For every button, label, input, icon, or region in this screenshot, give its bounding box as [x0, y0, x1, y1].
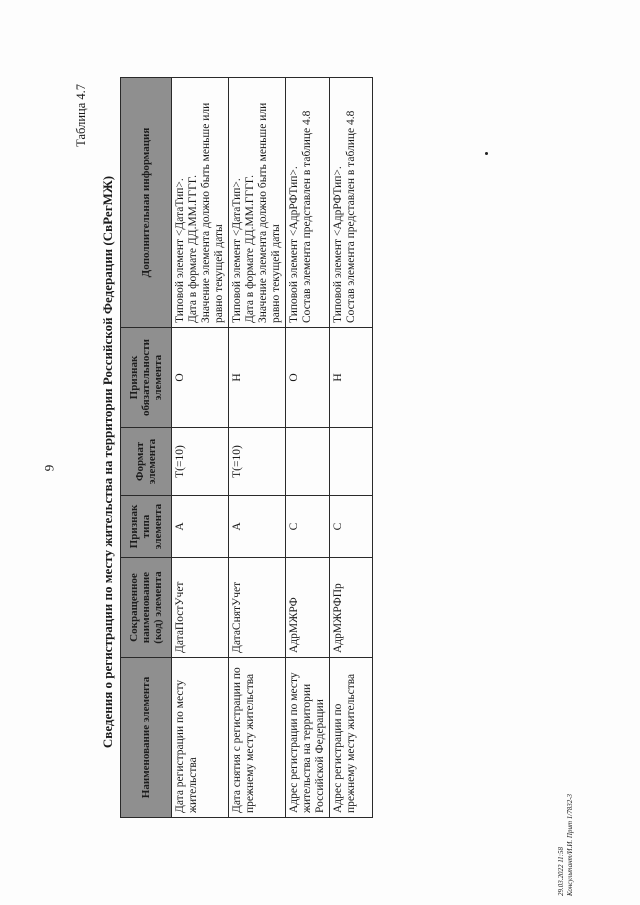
header-required: Признак обязательности элемента	[121, 328, 172, 428]
header-code: Сокращенное наименование (код) элемента	[121, 558, 172, 658]
info-line: Значение элемента должно быть меньше или равно текущей даты	[257, 102, 282, 323]
table-title: Сведения о регистрации по месту жительства на территории Российской Федерации (СвРегМЖ)	[100, 175, 115, 749]
cell-type: А	[172, 496, 229, 558]
cell-type: С	[286, 496, 330, 558]
table-caption: Таблица 4.7	[74, 84, 88, 147]
cell-format: Т(=10)	[229, 428, 286, 496]
page-number: 9	[41, 464, 57, 472]
info-line: Типовой элемент <АдрРФТип>.	[288, 166, 300, 323]
table-row	[172, 78, 229, 818]
table-row	[286, 78, 330, 818]
info-line: Типовой элемент <АдрРФТип>.	[332, 166, 344, 323]
rotated-table-block	[60, 62, 580, 862]
header-format: Формат элемента	[121, 428, 172, 496]
info-line: Типовой элемент <ДатаТип>.	[231, 178, 243, 323]
cell-type: С	[330, 496, 373, 558]
info-line: Дата в формате ДД.ММ.ГГГГ.	[187, 175, 199, 323]
info-line: Состав элемента представлен в таблице 4.8	[345, 110, 357, 323]
header-name: Наименование элемента	[121, 658, 172, 818]
cell-format: Т(=10)	[172, 428, 229, 496]
info-line: Типовой элемент <ДатаТип>.	[174, 178, 186, 323]
table-row	[229, 78, 286, 818]
footer-stamp	[557, 794, 575, 896]
registration-table	[120, 77, 373, 818]
cell-info	[286, 78, 330, 328]
cell-code: АдрМЖРФПр	[330, 558, 373, 658]
table-header-row	[121, 78, 172, 818]
header-info: Дополнительная информация	[121, 78, 172, 328]
info-line: Значение элемента должно быть меньше или равно текущей даты	[200, 102, 225, 323]
info-line: Дата в формате ДД.ММ.ГГГГ.	[244, 175, 256, 323]
cell-required: Н	[229, 328, 286, 428]
cell-type: А	[229, 496, 286, 558]
cell-name: Адрес регистрации по месту жительства на территории Российской Федерации	[286, 658, 330, 818]
cell-code: ДатаПостУчет	[172, 558, 229, 658]
cell-code: ДатаСнятУчет	[229, 558, 286, 658]
cell-format	[286, 428, 330, 496]
cell-required: О	[286, 328, 330, 428]
cell-code: АдрМЖРФ	[286, 558, 330, 658]
cell-required: О	[172, 328, 229, 428]
table-row	[330, 78, 373, 818]
cell-info	[229, 78, 286, 328]
cell-name: Дата снятия с регистрации по прежнему месту жительства	[229, 658, 286, 818]
footer-date: 29.03.2022 11:58	[557, 846, 565, 897]
info-line: Состав элемента представлен в таблице 4.8	[301, 110, 313, 323]
header-type: Признак типа элемента	[121, 496, 172, 558]
cell-format	[330, 428, 373, 496]
cell-required: Н	[330, 328, 373, 428]
cell-info	[172, 78, 229, 328]
cell-info	[330, 78, 373, 328]
footer-source: Консультант/И.И. Прит 1/7832-3	[566, 793, 574, 897]
cell-name: Дата регистрации по месту жительства	[172, 658, 229, 818]
cell-name: Адрес регистрации по прежнему месту жительства	[330, 658, 373, 818]
